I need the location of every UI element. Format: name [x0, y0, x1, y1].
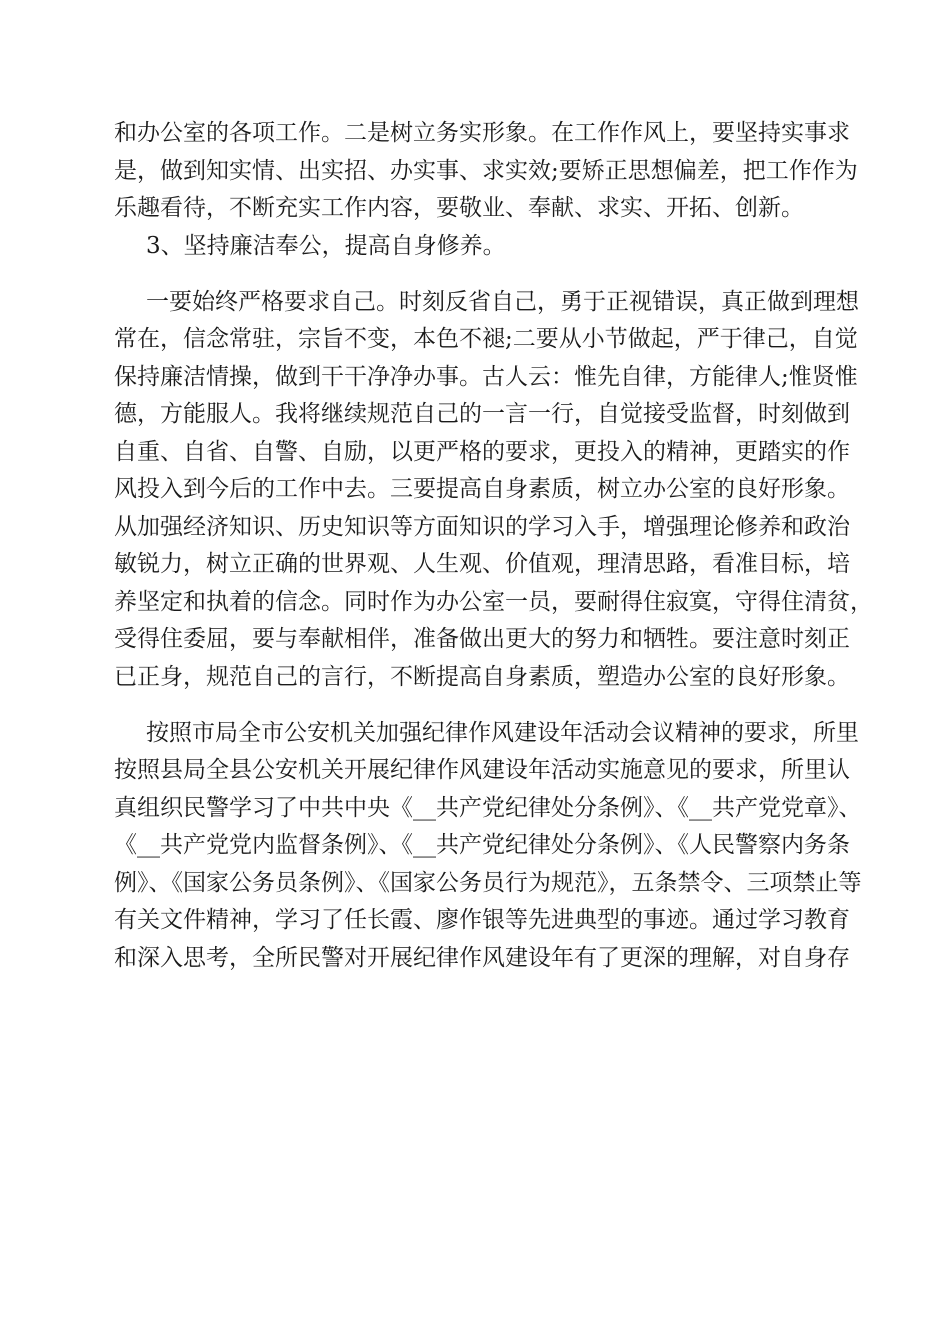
text-line: 一要始终严格要求自己。时刻反省自己，勇于正视错误，真正做到理想 — [146, 289, 859, 315]
text-line: 真组织民警学习了中共中央《__共产党纪律处分条例》、《__共产党党章》、 — [114, 795, 862, 821]
text-line: 养坚定和执着的信念。同时作为办公室一员，要耐得住寂寞，守得住清贫， — [114, 589, 873, 615]
text-line: 德，方能服人。我将继续规范自己的一言一行，自觉接受监督，时刻做到 — [114, 401, 850, 427]
text-line: 《__共产党党内监督条例》、《__共产党纪律处分条例》、《人民警察内务条 — [114, 832, 850, 858]
text-line: 按照县局全县公安机关开展纪律作风建设年活动实施意见的要求，所里认 — [114, 757, 850, 783]
text-line: 敏锐力，树立正确的世界观、人生观、价值观，理清思路，看准目标，培 — [114, 551, 850, 577]
text-line: 风投入到今后的工作中去。三要提高自身素质，树立办公室的良好形象。 — [114, 476, 850, 502]
text-line: 乐趣看待，不断充实工作内容，要敬业、奉献、求实、开拓、创新。 — [114, 195, 804, 221]
text-line: 例》、《国家公务员条例》、《国家公务员行为规范》，五条禁令、三项禁止等 — [114, 870, 862, 896]
text-line: 有关文件精神，学习了任长霞、廖作银等先进典型的事迹。通过学习教育 — [114, 907, 850, 933]
text-line: 自重、自省、自警、自励，以更严格的要求，更投入的精神，更踏实的作 — [114, 439, 850, 465]
text-line: 是，做到知实情、出实招、办实事、求实效;要矫正思想偏差，把工作作为 — [114, 158, 858, 184]
text-line: 和办公室的各项工作。二是树立务实形象。在工作作风上，要坚持实事求 — [114, 120, 850, 146]
text-line: 常在，信念常驻，宗旨不变，本色不褪;二要从小节做起，严于律己，自觉 — [114, 326, 858, 352]
text-line: 和深入思考，全所民警对开展纪律作风建设年有了更深的理解，对自身存 — [114, 945, 850, 971]
text-line: 按照市局全市公安机关加强纪律作风建设年活动会议精神的要求，所里 — [146, 720, 859, 746]
text-line: 从加强经济知识、历史知识等方面知识的学习入手，增强理论修养和政治 — [114, 514, 850, 540]
text-line: 受得住委屈，要与奉献相伴，准备做出更大的努力和牺牲。要注意时刻正 — [114, 626, 850, 652]
text-line: 保持廉洁情操，做到干干净净办事。古人云：惟先自律，方能律人;惟贤惟 — [114, 364, 858, 390]
section-heading: 3、坚持廉洁奉公，提高自身修养。 — [146, 233, 506, 259]
text-line: 已正身，规范自己的言行，不断提高自身素质，塑造办公室的良好形象。 — [114, 664, 850, 690]
